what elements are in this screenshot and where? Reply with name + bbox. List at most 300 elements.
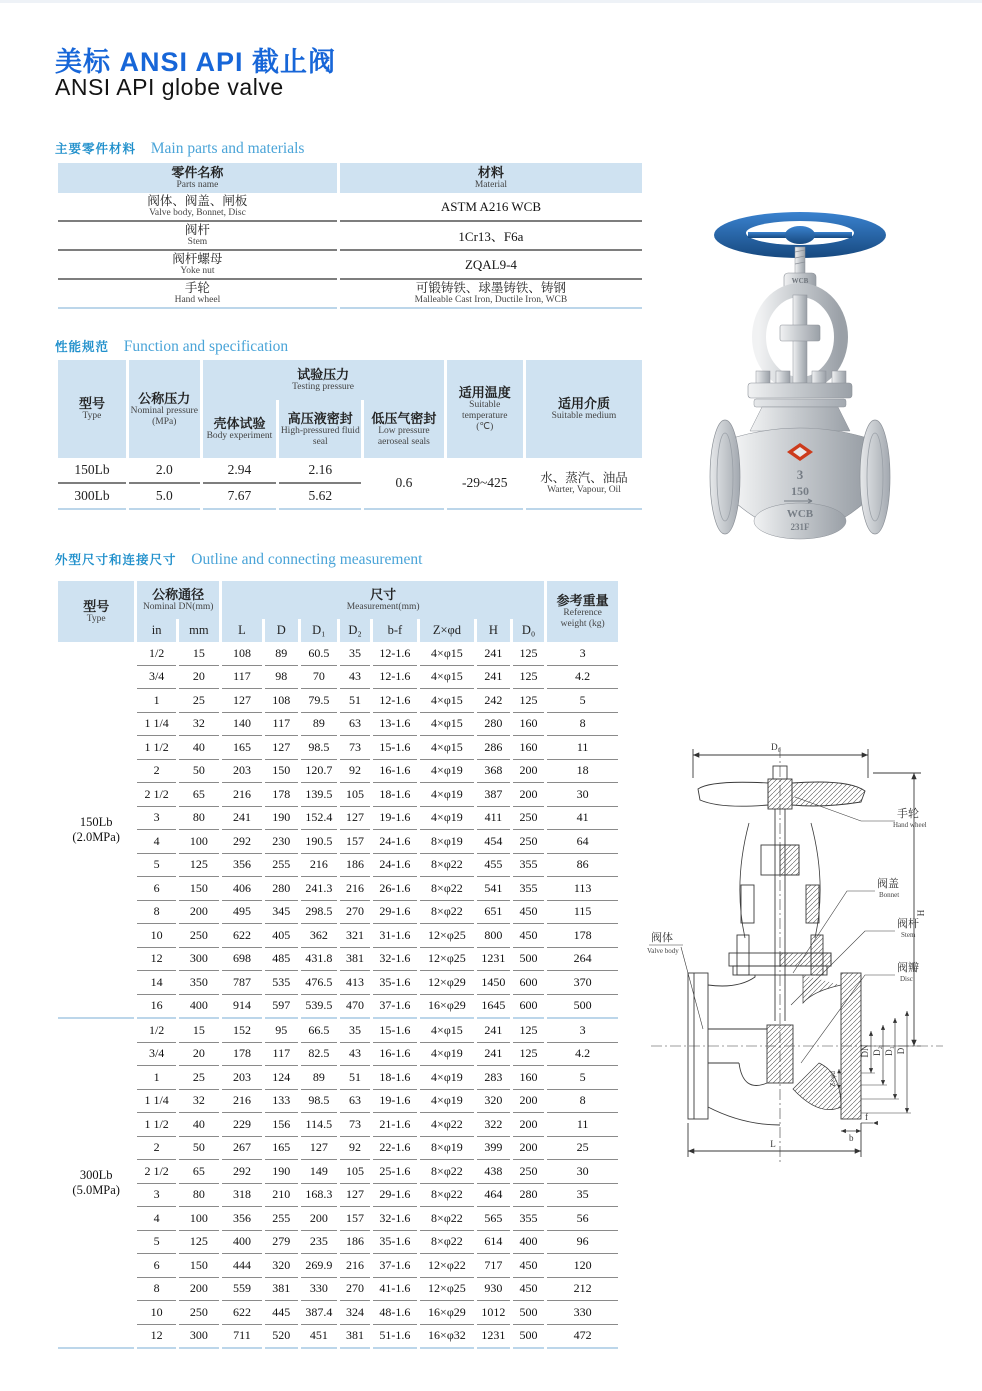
dim-cell: 41 — [547, 807, 618, 831]
outline-subcol-zd: Z×φd — [420, 619, 474, 642]
row-group-label — [58, 642, 134, 1019]
dim-cell: 12 — [137, 1325, 175, 1350]
dim-cell: 356 — [222, 854, 262, 878]
cell-zh: 水、蒸汽、油品 — [540, 470, 628, 485]
spec-cell: 2.0 — [129, 458, 200, 484]
dim-cell: 178 — [547, 924, 618, 948]
dim-cell: 16-1.6 — [373, 1043, 417, 1067]
dim-cell: 12×φ25 — [420, 948, 474, 972]
outline-row — [58, 1090, 618, 1114]
dim-cell: 8×φ22 — [420, 1207, 474, 1231]
dim-cell: 26-1.6 — [373, 877, 417, 901]
dim-cell: 411 — [477, 807, 510, 831]
dim-cell: 269.9 — [301, 1254, 337, 1278]
outline-row — [58, 924, 618, 948]
dim-cell: 25 — [179, 1066, 219, 1090]
dim-cell: 210 — [265, 1184, 298, 1208]
dim-cell: 405 — [265, 924, 298, 948]
dim-cell: 1 1/2 — [137, 736, 175, 760]
dim-cell: 1231 — [477, 1325, 510, 1350]
dim-cell: 117 — [265, 713, 298, 737]
dim-cell: 2 1/2 — [137, 1160, 175, 1184]
dim-cell: 800 — [477, 924, 510, 948]
label-disc-en: Disc — [900, 975, 913, 983]
dim-cell: 8 — [137, 901, 175, 925]
outline-row — [58, 854, 618, 878]
dim-cell: 914 — [222, 995, 262, 1020]
dim-cell: 157 — [340, 830, 370, 854]
dim-cell: 711 — [222, 1325, 262, 1350]
dim-cell: 40 — [179, 1113, 219, 1137]
dim-cell: 32 — [179, 1090, 219, 1114]
dim-cell: 15-1.6 — [373, 1019, 417, 1043]
dim-cell: 200 — [513, 1137, 545, 1161]
dim-cell: 4×φ19 — [420, 807, 474, 831]
outline-row — [58, 830, 618, 854]
outline-col-type-en: Type — [86, 613, 106, 624]
outline-subcol-in: in — [137, 619, 175, 642]
dim-cell: 345 — [265, 901, 298, 925]
dim-cell: 11 — [547, 1113, 618, 1137]
dim-cell: 413 — [340, 971, 370, 995]
spec-col-low-seal-en: Low pressure aeroseal seals — [377, 425, 430, 447]
spec-col-body-test — [203, 400, 277, 458]
dim-cell: 12-1.6 — [373, 689, 417, 713]
dim-cell: 125 — [513, 689, 545, 713]
dim-cell: 160 — [513, 713, 545, 737]
dim-cell: 100 — [179, 830, 219, 854]
outline-row — [58, 877, 618, 901]
dim-cell: 178 — [222, 1043, 262, 1067]
dim-cell: 16×φ29 — [420, 995, 474, 1020]
section-spec-title-zh: 性能规范 — [55, 340, 110, 354]
label-body-zh: 阀体 — [651, 932, 673, 944]
dim-cell: 264 — [547, 948, 618, 972]
dim-cell: 35 — [340, 642, 370, 666]
mark-heat: 231F — [790, 522, 810, 532]
dim-cell: 3/4 — [137, 666, 175, 690]
dim-cell: 320 — [265, 1254, 298, 1278]
dim-cell: 450 — [513, 1278, 545, 1302]
dim-cell: 66.5 — [301, 1019, 337, 1043]
materials-table — [55, 163, 645, 309]
cell-en: Malleable Cast Iron, Ductile Iron, WCB — [414, 295, 568, 305]
outline-row — [58, 1231, 618, 1255]
dim-d0-label: D₀ — [771, 742, 781, 752]
spec-col-nominal — [129, 360, 200, 458]
dim-cell: 203 — [222, 760, 262, 784]
dim-cell: 292 — [222, 830, 262, 854]
dim-cell: 51 — [340, 689, 370, 713]
outline-row — [58, 901, 618, 925]
dim-cell: 1 — [137, 1066, 175, 1090]
outline-row — [58, 1207, 618, 1231]
spec-table — [55, 360, 645, 510]
dim-cell: 8 — [137, 1278, 175, 1302]
dim-cell: 470 — [340, 995, 370, 1020]
dim-cell: 2 — [137, 760, 175, 784]
dim-cell: 86 — [547, 854, 618, 878]
cell-en: Valve body, Bonnet, Disc — [149, 208, 246, 218]
dim-cell: 400 — [179, 995, 219, 1020]
dim-cell: 485 — [265, 948, 298, 972]
dim-cell: 108 — [222, 642, 262, 666]
outline-col-size-zh: 尺寸 — [370, 587, 397, 602]
dim-d-label: D — [896, 1047, 906, 1055]
spec-cell: 5.0 — [129, 484, 200, 510]
dim-cell: 5 — [547, 1066, 618, 1090]
dim-cell: 3 — [137, 1184, 175, 1208]
dim-cell: 80 — [179, 1184, 219, 1208]
outline-col-dn — [137, 581, 219, 619]
dim-cell: 381 — [340, 948, 370, 972]
dim-cell: 200 — [513, 1113, 545, 1137]
dim-cell: 450 — [513, 924, 545, 948]
dim-cell: 140 — [222, 713, 262, 737]
dim-cell: 108 — [265, 689, 298, 713]
outline-subheader-row — [58, 619, 618, 642]
dim-cell: 500 — [513, 948, 545, 972]
dim-cell: 450 — [513, 901, 545, 925]
materials-col-material-zh: 材料 — [477, 165, 504, 180]
dim-cell: 3 — [547, 1019, 618, 1043]
dim-cell: 250 — [179, 924, 219, 948]
valve-drawing — [643, 733, 963, 1173]
outline-subcol-h: H — [477, 619, 510, 642]
dim-cell: 318 — [222, 1184, 262, 1208]
dim-cell: 8×φ19 — [420, 830, 474, 854]
dim-cell: 82.5 — [301, 1043, 337, 1067]
dim-cell: 4×φ19 — [420, 1043, 474, 1067]
dim-cell: 200 — [301, 1207, 337, 1231]
dim-cell: 12×φ25 — [420, 924, 474, 948]
dim-cell: 322 — [477, 1113, 510, 1137]
dim-cell: 12-1.6 — [373, 642, 417, 666]
dim-cell: 149 — [301, 1160, 337, 1184]
dim-cell: 92 — [340, 1137, 370, 1161]
dim-cell: 120.7 — [301, 760, 337, 784]
dim-cell: 150 — [179, 877, 219, 901]
materials-row — [58, 251, 642, 280]
outline-col-weight — [547, 581, 618, 642]
dim-cell: 16×φ29 — [420, 1301, 474, 1325]
dim-cell: 500 — [513, 1301, 545, 1325]
outline-row — [58, 1184, 618, 1208]
material-cell — [340, 280, 642, 309]
dim-cell: 5 — [137, 1231, 175, 1255]
dim-cell: 1 1/4 — [137, 1090, 175, 1114]
dim-cell: 50 — [179, 760, 219, 784]
dim-cell: 35-1.6 — [373, 971, 417, 995]
dim-cell: 32 — [179, 713, 219, 737]
dim-cell: 255 — [265, 1207, 298, 1231]
materials-row — [58, 193, 642, 222]
section-materials-title — [55, 138, 304, 158]
cell-en: Warter, Vapour, Oil — [547, 484, 621, 495]
dim-cell: 4×φ15 — [420, 642, 474, 666]
material-cell — [340, 251, 642, 280]
dim-cell: 6 — [137, 1254, 175, 1278]
material-cell — [340, 222, 642, 251]
dim-cell: 89 — [301, 1066, 337, 1090]
dim-cell: 362 — [301, 924, 337, 948]
section-materials-title-en: Main parts and materials — [150, 140, 305, 157]
dim-cell: 8×φ22 — [420, 901, 474, 925]
outline-col-dn-en: Nominal DN(mm) — [142, 602, 214, 612]
dim-cell: 186 — [340, 1231, 370, 1255]
dim-cell: 600 — [513, 995, 545, 1020]
dim-cell: 127 — [265, 736, 298, 760]
dim-cell: 51 — [340, 1066, 370, 1090]
dim-cell: 125 — [179, 1231, 219, 1255]
dim-cell: 150 — [265, 760, 298, 784]
dim-cell: 100 — [179, 1207, 219, 1231]
dim-cell: 12×φ22 — [420, 1254, 474, 1278]
dim-cell: 41-1.6 — [373, 1278, 417, 1302]
dim-cell: 30 — [547, 1160, 618, 1184]
dim-cell: 280 — [477, 713, 510, 737]
medium-cell — [526, 458, 642, 510]
dim-cell: 381 — [265, 1278, 298, 1302]
spec-col-type-en: Type — [82, 411, 102, 421]
outline-col-dn-zh: 公称通径 — [152, 587, 205, 602]
spec-cell: 150Lb — [58, 458, 126, 484]
row-group-label — [58, 1019, 134, 1349]
dim-cell: 250 — [513, 830, 545, 854]
dim-cell: 444 — [222, 1254, 262, 1278]
dim-cell: 622 — [222, 1301, 262, 1325]
dim-cell: 32-1.6 — [373, 1207, 417, 1231]
outline-row — [58, 1137, 618, 1161]
dim-cell: 8×φ22 — [420, 1160, 474, 1184]
dim-cell: 65 — [179, 1160, 219, 1184]
materials-col-parts-en: Parts name — [176, 180, 219, 190]
dim-cell: 3 — [137, 807, 175, 831]
dim-cell: 520 — [265, 1325, 298, 1350]
dim-cell: 300 — [179, 948, 219, 972]
materials-table-body — [58, 193, 642, 309]
dim-cell: 216 — [340, 877, 370, 901]
dim-cell: 622 — [222, 924, 262, 948]
dim-cell: 19-1.6 — [373, 807, 417, 831]
dim-cell: 651 — [477, 901, 510, 925]
dim-cell: 64 — [547, 830, 618, 854]
yoke-marking: WCB — [791, 277, 809, 285]
dim-cell: 399 — [477, 1137, 510, 1161]
dim-cell: 250 — [513, 1160, 545, 1184]
dim-cell: 541 — [477, 877, 510, 901]
dim-cell: 2 1/2 — [137, 783, 175, 807]
cell-zh: 阀杆螺母 — [172, 252, 223, 266]
dim-cell: 190 — [265, 1160, 298, 1184]
dim-cell: 4×φ19 — [420, 783, 474, 807]
dim-cell: 12-1.6 — [373, 666, 417, 690]
outline-row — [58, 948, 618, 972]
dim-cell: 56 — [547, 1207, 618, 1231]
dim-cell: 40 — [179, 736, 219, 760]
dim-cell: 321 — [340, 924, 370, 948]
outline-table — [55, 581, 621, 1349]
dim-cell: 241 — [222, 807, 262, 831]
materials-col-parts-zh: 零件名称 — [171, 165, 224, 180]
spec-col-nominal-unit: (MPa) — [152, 416, 177, 427]
dim-cell: 212 — [547, 1278, 618, 1302]
dim-cell: 51-1.6 — [373, 1325, 417, 1350]
dim-cell: 80 — [179, 807, 219, 831]
section-spec-title — [55, 336, 288, 356]
spec-row — [58, 458, 642, 484]
label-stem-zh: 阀杆 — [897, 918, 919, 930]
dim-cell: 15-1.6 — [373, 736, 417, 760]
dim-cell: 8 — [547, 713, 618, 737]
dim-cell: 105 — [340, 1160, 370, 1184]
mark-class: 150 — [791, 484, 809, 498]
dim-cell: 19-1.6 — [373, 1090, 417, 1114]
cell-zh: 1Cr13、F6a — [458, 229, 524, 244]
outline-col-type — [58, 581, 134, 642]
dim-cell: 16 — [137, 995, 175, 1020]
dim-cell: 63 — [340, 1090, 370, 1114]
section-outline-title — [55, 549, 422, 569]
dim-cell: 10 — [137, 924, 175, 948]
dim-cell: 160 — [513, 736, 545, 760]
dim-cell: 127 — [222, 689, 262, 713]
dim-cell: 30 — [547, 783, 618, 807]
dim-cell: 330 — [547, 1301, 618, 1325]
drawing-handwheel — [698, 766, 865, 809]
label-bonnet-zh: 阀盖 — [877, 878, 899, 890]
dim-cell: 241 — [477, 666, 510, 690]
top-divider — [0, 0, 982, 3]
spec-col-type — [58, 360, 126, 458]
dim-cell: 89 — [301, 713, 337, 737]
dim-cell: 25 — [179, 689, 219, 713]
dim-cell: 355 — [513, 854, 545, 878]
dim-cell: 98.5 — [301, 736, 337, 760]
dim-cell: 18 — [547, 760, 618, 784]
low-pressure-cell: 0.6 — [364, 458, 443, 510]
dim-cell: 43 — [340, 1043, 370, 1067]
dim-cell: 168.3 — [301, 1184, 337, 1208]
dim-cell: 535 — [265, 971, 298, 995]
part-name-cell — [58, 251, 337, 280]
outline-row — [58, 971, 618, 995]
dim-cell: 241 — [477, 642, 510, 666]
spec-table-body — [58, 458, 642, 510]
dim-cell: 500 — [513, 1325, 545, 1350]
dim-cell: 96 — [547, 1231, 618, 1255]
outline-row — [58, 783, 618, 807]
cell-zh: 阀杆 — [184, 223, 210, 237]
page-title: 美标 ANSI API 截止阀 — [55, 47, 337, 77]
dim-cell: 355 — [513, 877, 545, 901]
outline-row — [58, 642, 618, 666]
dim-cell: 270 — [340, 901, 370, 925]
dim-cell: 1645 — [477, 995, 510, 1020]
spec-col-testing-en: Testing pressure — [292, 382, 355, 392]
outline-row — [58, 760, 618, 784]
materials-row — [58, 280, 642, 309]
outline-subcol-d: D — [265, 619, 298, 642]
dim-cell: 139.5 — [301, 783, 337, 807]
dim-cell: 235 — [301, 1231, 337, 1255]
dim-cell: 200 — [513, 1090, 545, 1114]
dim-cell: 597 — [265, 995, 298, 1020]
spec-col-testing — [203, 360, 444, 400]
dim-cell: 600 — [513, 971, 545, 995]
cell-en: Yoke nut — [180, 266, 215, 276]
dim-cell: 8×φ22 — [420, 854, 474, 878]
outline-row — [58, 1043, 618, 1067]
materials-col-parts — [58, 163, 337, 193]
cell-zh: ASTM A216 WCB — [440, 198, 542, 214]
dim-cell: 8×φ22 — [420, 1231, 474, 1255]
dim-cell: 70 — [301, 666, 337, 690]
outline-row — [58, 1066, 618, 1090]
dim-cell: 280 — [265, 877, 298, 901]
dim-cell: 283 — [477, 1066, 510, 1090]
dim-cell: 400 — [222, 1231, 262, 1255]
spec-col-medium-zh: 适用介质 — [557, 396, 610, 411]
dim-h-label: H — [916, 909, 926, 917]
outline-row — [58, 807, 618, 831]
dim-cell: 152.4 — [301, 807, 337, 831]
dim-cell: 186 — [340, 854, 370, 878]
dim-cell: 787 — [222, 971, 262, 995]
dim-cell: 12×φ25 — [420, 1278, 474, 1302]
page-subtitle: ANSI API globe valve — [55, 74, 284, 100]
outline-row — [58, 1019, 618, 1043]
dim-cell: 370 — [547, 971, 618, 995]
outline-subcol-bf: b-f — [373, 619, 417, 642]
dim-l-label: L — [770, 1139, 776, 1149]
dim-cell: 406 — [222, 877, 262, 901]
dim-cell: 5 — [137, 854, 175, 878]
outline-subcol-mm: mm — [179, 619, 219, 642]
dim-cell: 18-1.6 — [373, 1066, 417, 1090]
stem-and-yoke — [759, 247, 841, 384]
part-name-cell — [58, 280, 337, 309]
outline-row — [58, 995, 618, 1020]
dim-cell: 4×φ15 — [420, 736, 474, 760]
dim-cell: 125 — [513, 642, 545, 666]
spec-col-temp — [447, 360, 523, 458]
dim-f-label: f — [865, 1112, 868, 1122]
outline-col-weight-en: Reference weight (kg) — [560, 608, 605, 629]
dim-cell: 200 — [179, 901, 219, 925]
dim-cell: 37-1.6 — [373, 995, 417, 1020]
dim-cell: 98 — [265, 666, 298, 690]
dim-cell: 1450 — [477, 971, 510, 995]
dim-cell: 539.5 — [301, 995, 337, 1020]
dim-cell: 3/4 — [137, 1043, 175, 1067]
dim-cell: 455 — [477, 854, 510, 878]
spec-col-low-seal — [364, 400, 443, 458]
dim-cell: 8×φ22 — [420, 877, 474, 901]
label-disc-zh: 阀瓣 — [897, 962, 919, 974]
material-cell — [340, 193, 642, 222]
dim-cell: 127 — [340, 1184, 370, 1208]
spec-cell: 5.62 — [279, 484, 361, 510]
dim-cell: 350 — [179, 971, 219, 995]
dim-cell: 1012 — [477, 1301, 510, 1325]
dim-cell: 32-1.6 — [373, 948, 417, 972]
dim-cell: 324 — [340, 1301, 370, 1325]
dim-cell: 387 — [477, 783, 510, 807]
dim-cell: 5 — [547, 689, 618, 713]
dim-cell: 60.5 — [301, 642, 337, 666]
label-bonnet-en: Bonnet — [879, 891, 900, 899]
